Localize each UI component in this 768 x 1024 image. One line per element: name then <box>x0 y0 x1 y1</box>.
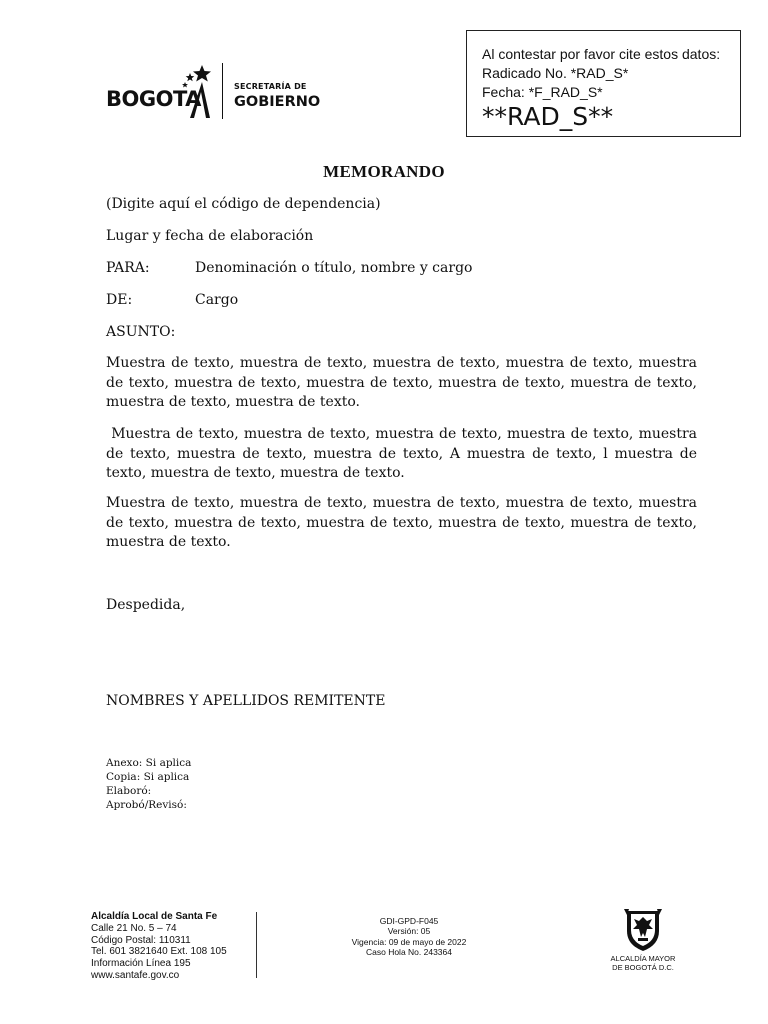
despedida: Despedida, <box>106 597 186 613</box>
footer-contact <box>91 911 227 982</box>
footer-address: Calle 21 No. 5 – 74 <box>91 922 177 934</box>
anexo-line: Anexo: Si aplica <box>106 757 192 769</box>
coat-of-arms-icon <box>619 905 667 953</box>
para-row <box>106 260 472 276</box>
footer-doc-info <box>330 916 488 957</box>
logo-dept-name: GOBIERNO <box>234 94 321 110</box>
footer-divider <box>256 912 257 978</box>
logo-dept-small: SECRETARÍA DE <box>234 82 307 91</box>
body-paragraph: Muestra de texto, muestra de texto, muestra de texto, muestra de texto, muestra de texto, muestra de texto, muestra de texto, muestra de texto, muestra de texto, muestra de texto, muestra de texto. <box>106 355 697 410</box>
body-paragraph: Muestra de texto, muestra de texto, muestra de texto, muestra de texto, muestra de texto, muestra de texto, muestra de texto, muestra de texto, muestra de texto, muestra de texto. <box>106 495 697 550</box>
radicado-instruction: Al contestar por favor cite estos datos: <box>482 46 721 62</box>
de-label: DE: <box>106 292 133 308</box>
radicado-box <box>466 30 741 137</box>
radicado-date: Fecha: *F_RAD_S* <box>482 84 603 100</box>
remitente-name: NOMBRES Y APELLIDOS REMITENTE <box>106 693 386 709</box>
radicado-number: Radicado No. *RAD_S* <box>482 65 629 81</box>
elaboro-line: Elaboró: <box>106 785 152 797</box>
footer-org: Alcaldía Local de Santa Fe <box>91 911 218 922</box>
de-value: Cargo <box>195 292 239 308</box>
logo-wordmark: BOGOTA <box>106 87 201 111</box>
bogota-logo <box>106 60 336 124</box>
crest-line-2: DE BOGOTÁ D.C. <box>612 963 674 970</box>
footer-version: Versión: 05 <box>387 926 431 937</box>
footer-postal: Código Postal: 110311 <box>91 934 191 946</box>
crest-line-1: ALCALDÍA MAYOR <box>610 954 676 963</box>
radicado-code: **RAD_S** <box>482 102 614 131</box>
footer-info: Información Línea 195 <box>91 958 191 970</box>
crest-caption <box>604 954 682 970</box>
footer-code: GDI-GPD-F045 <box>379 916 439 926</box>
body-paragraph: Muestra de texto, muestra de texto, muestra de texto, muestra de texto, muestra de texto, muestra de texto, muestra de texto, A muestra de texto, l muestra de texto, muestra de texto, muestra de texto. <box>106 426 702 481</box>
logo-divider <box>222 63 223 119</box>
aprobo-line: Aprobó/Revisó: <box>106 799 187 811</box>
para-value: Denominación o título, nombre y cargo <box>195 260 473 276</box>
footer-web[interactable]: www.santafe.gov.co <box>91 969 180 981</box>
para-label: PARA: <box>106 260 150 276</box>
memo-title: MEMORANDO <box>323 162 445 181</box>
asunto-label: ASUNTO: <box>106 324 176 340</box>
footer-caso: Caso Hola No. 243364 <box>365 946 452 957</box>
lugar-fecha: Lugar y fecha de elaboración <box>106 228 314 244</box>
footer-vigencia: Vigencia: 09 de mayo de 2022 <box>351 936 467 947</box>
logo-stars-icon <box>176 62 216 120</box>
footer-tel: Tel. 601 3821640 Ext. 108 105 <box>91 946 227 958</box>
copia-line: Copia: Si aplica <box>106 771 190 783</box>
de-row <box>106 292 238 308</box>
dependencia-code: (Digite aquí el código de dependencia) <box>106 196 381 212</box>
